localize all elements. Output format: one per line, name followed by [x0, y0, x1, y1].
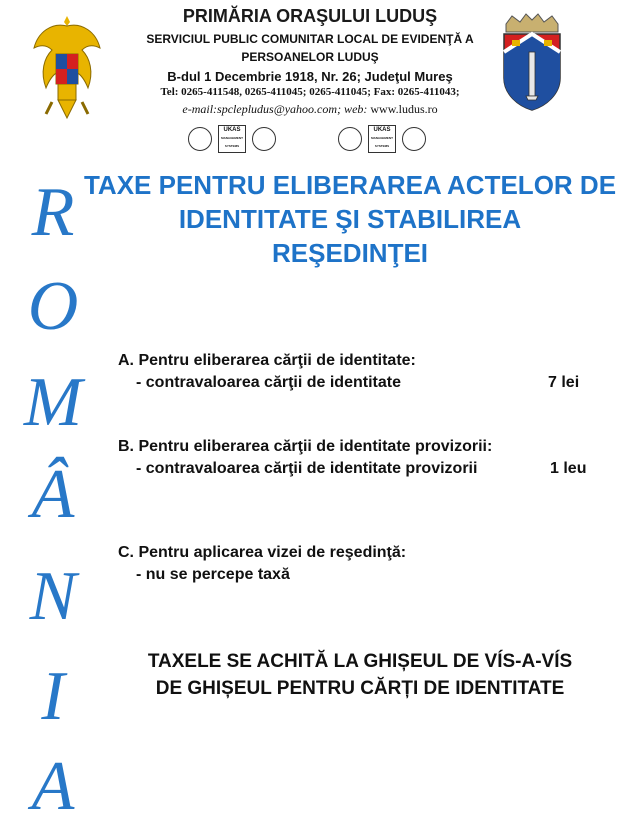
certification-logos-right [338, 124, 434, 154]
contact-line [110, 102, 510, 117]
iqnet-logo-icon [188, 127, 212, 151]
section-a-heading: A. Pentru eliberarea cărţii de identitate: [118, 352, 416, 369]
vertical-letter: N [29, 558, 77, 635]
email-address[interactable]: spclepludus@yahoo.com [217, 102, 338, 116]
section-b-price: 1 leu [550, 460, 587, 477]
phones: Tel: 0265-411548, 0265-411045; 0265-411045; Fax: 0265-411043; [160, 86, 460, 98]
vertical-letter: Â [31, 456, 75, 533]
service-line-1: SERVICIUL PUBLIC COMUNITAR LOCAL DE EVIDENŢĂ A [146, 32, 474, 46]
srac-logo-icon [252, 127, 276, 151]
address: B-dul 1 Decembrie 1918, Nr. 26; Judeţul Mureş [167, 69, 453, 84]
note-line-2: DE GHIȘEUL PENTRU CĂRȚI DE IDENTITATE [155, 678, 565, 699]
section-b-heading: B. Pentru eliberarea cărţii de identitate provizorii: [118, 438, 493, 455]
ukas-logo-icon [368, 125, 396, 153]
section-a-item: - contravaloarea cărţii de identitate [136, 374, 401, 391]
vertical-letter: I [41, 658, 65, 735]
section-a-price: 7 lei [548, 374, 580, 391]
iqnet-logo-icon [338, 127, 362, 151]
document-title [80, 168, 620, 270]
web-address[interactable]: www.ludus.ro [370, 102, 438, 116]
email-label: e-mail: [182, 102, 218, 116]
institution-name: PRIMĂRIA ORAŞULUI LUDUŞ [182, 6, 438, 26]
ukas-text: UKAS [223, 127, 241, 133]
web-label: ; web: [337, 102, 368, 116]
ukas-logo-icon [218, 125, 246, 153]
payment-note [100, 648, 620, 702]
romania-coat-of-arms [32, 14, 102, 122]
title-line-2: IDENTITATE ŞI STABILIREA [178, 204, 522, 234]
title-line-1: TAXE PENTRU ELIBERAREA ACTELOR DE [83, 170, 617, 200]
vertical-letter: R [31, 174, 75, 251]
ukas-subtext: MANAGEMENT SYSTEMS [371, 136, 393, 148]
note-line-1: TAXELE SE ACHITĂ LA GHIȘEUL DE VÍS-A-VÍS [147, 651, 573, 672]
service-line-2: PERSOANELOR LUDUŞ [241, 50, 379, 64]
section-c-item: - nu se percepe taxă [136, 566, 290, 583]
title-line-3: REŞEDINŢEI [271, 238, 429, 268]
certification-logos-left [188, 124, 284, 154]
ukas-subtext: MANAGEMENT SYSTEMS [221, 136, 243, 148]
vertical-letter: A [31, 748, 75, 825]
section-c-heading: C. Pentru aplicarea vizei de reşedinţă: [118, 544, 407, 561]
srac-logo-icon [402, 127, 426, 151]
ukas-text: UKAS [373, 127, 391, 133]
vertical-letter: O [27, 268, 79, 345]
vertical-letter: M [23, 364, 83, 441]
section-b-item: - contravaloarea cărţii de identitate provizorii [136, 460, 478, 477]
